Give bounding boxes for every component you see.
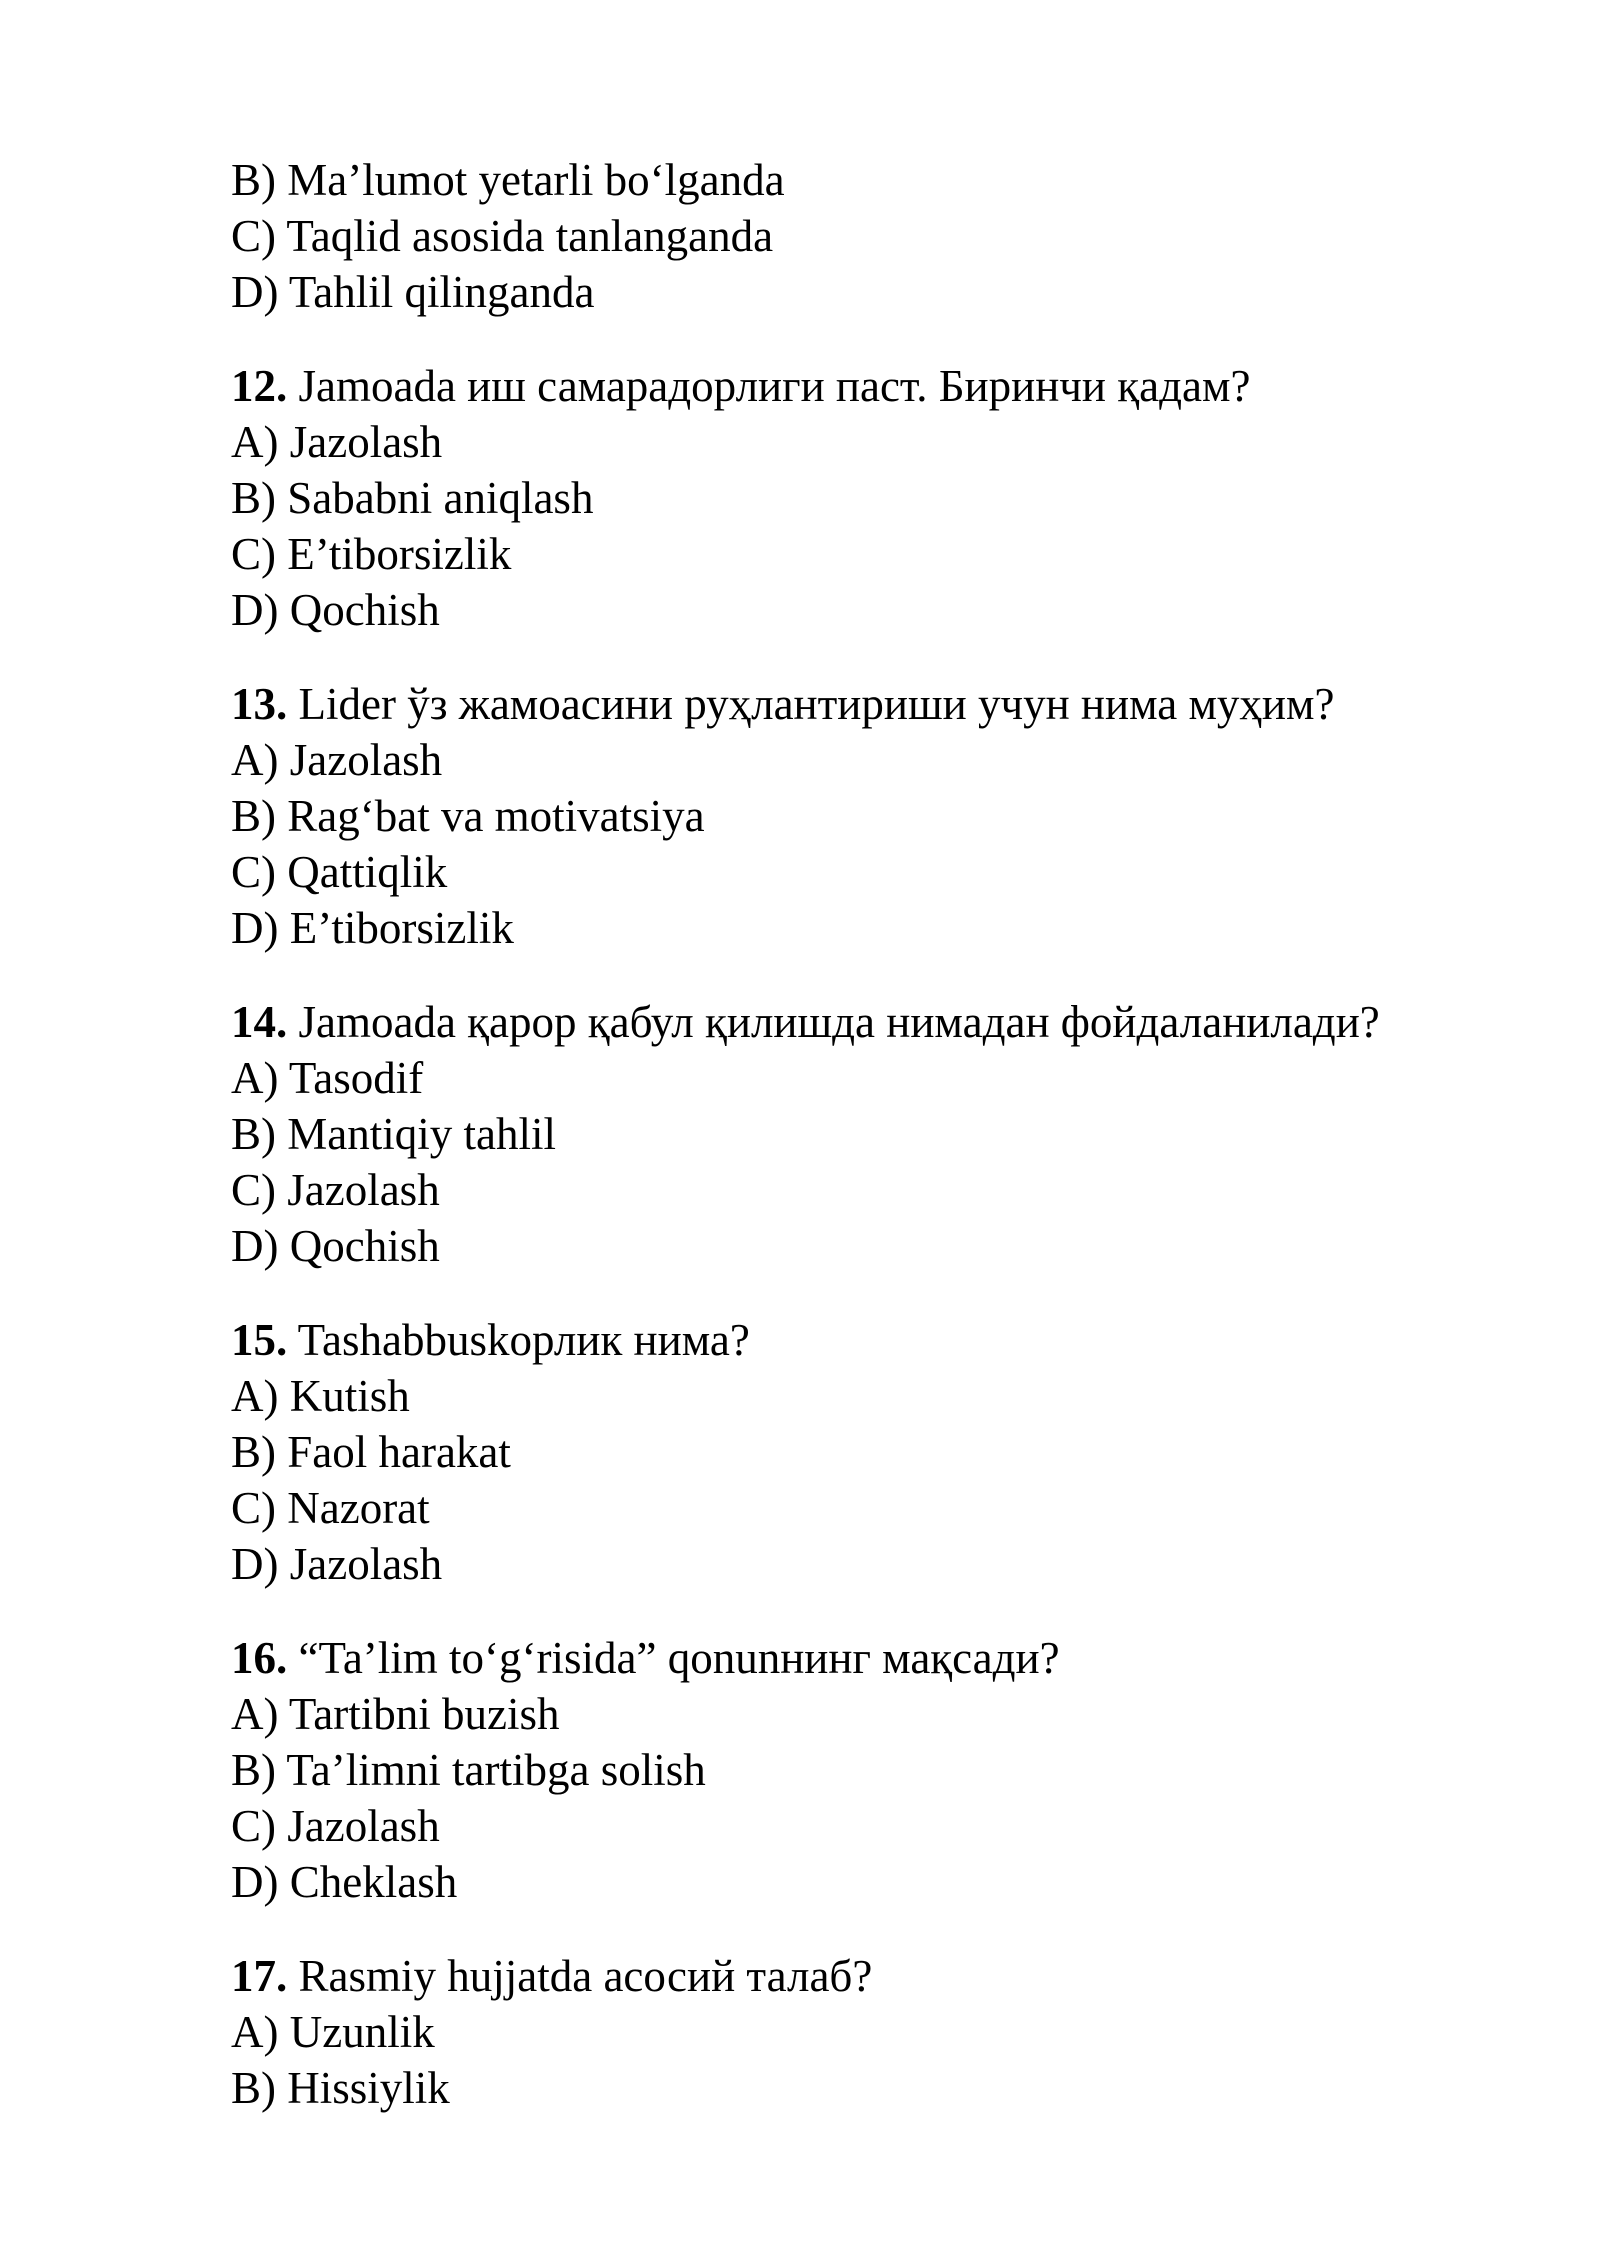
continued-options [231,152,1531,320]
option: A) Kutish [231,1371,410,1421]
question-14 [231,994,1531,1274]
question-text [231,358,1531,414]
option: D) Tahlil qilinganda [231,267,595,317]
question-16 [231,1630,1531,1910]
option: B) Ma’lumot yetarli bo‘lganda [231,155,785,205]
question-number: 16. [231,1633,288,1683]
option: D) Cheklash [231,1857,458,1907]
question-number: 14. [231,997,288,1047]
question-text [231,994,1531,1050]
question-13 [231,676,1531,956]
question-body: Jamoada қарор қабул қилишда нимадан фойдаланилади? [287,997,1380,1047]
question-body: “Ta’lim to‘g‘risida” qonunнинг мақсади? [287,1633,1060,1683]
question-number: 12. [231,361,288,411]
question-text [231,676,1531,732]
option: A) Tasodif [231,1053,424,1103]
option: B) Mantiqiy tahlil [231,1109,556,1159]
question-number: 13. [231,679,288,729]
option: C) Taqlid asosida tanlanganda [231,211,774,261]
option: A) Uzunlik [231,2007,435,2057]
question-17 [231,1948,1531,2116]
option: C) Nazorat [231,1483,430,1533]
question-text [231,1948,1531,2004]
option: D) Qochish [231,585,440,635]
option: C) E’tiborsizlik [231,529,512,579]
option: B) Faol harakat [231,1427,511,1477]
option: C) Jazolash [231,1165,440,1215]
option: D) Jazolash [231,1539,443,1589]
question-body: Jamoada иш самарадорлиги паст. Биринчи қадам? [287,361,1251,411]
question-12 [231,358,1531,638]
question-text [231,1630,1531,1686]
option: A) Tartibni buzish [231,1689,560,1739]
option: C) Qattiqlik [231,847,448,897]
question-body: Lider ўз жамоасини руҳлантириши учун нима муҳим? [287,679,1335,729]
question-15 [231,1312,1531,1592]
question-body: Tashabbuskорлик нима? [287,1315,750,1365]
question-text [231,1312,1531,1368]
question-number: 17. [231,1951,288,2001]
test-page [231,152,1531,2116]
option: B) Ta’limni tartibga solish [231,1745,706,1795]
option: D) E’tiborsizlik [231,903,514,953]
question-body: Rasmiy hujjatda асосий талаб? [287,1951,873,2001]
option: D) Qochish [231,1221,440,1271]
option: B) Hissiylik [231,2063,450,2113]
option: B) Sababni aniqlash [231,473,594,523]
option: B) Rag‘bat va motivatsiya [231,791,705,841]
question-number: 15. [231,1315,288,1365]
option: A) Jazolash [231,417,443,467]
option: C) Jazolash [231,1801,440,1851]
option: A) Jazolash [231,735,443,785]
